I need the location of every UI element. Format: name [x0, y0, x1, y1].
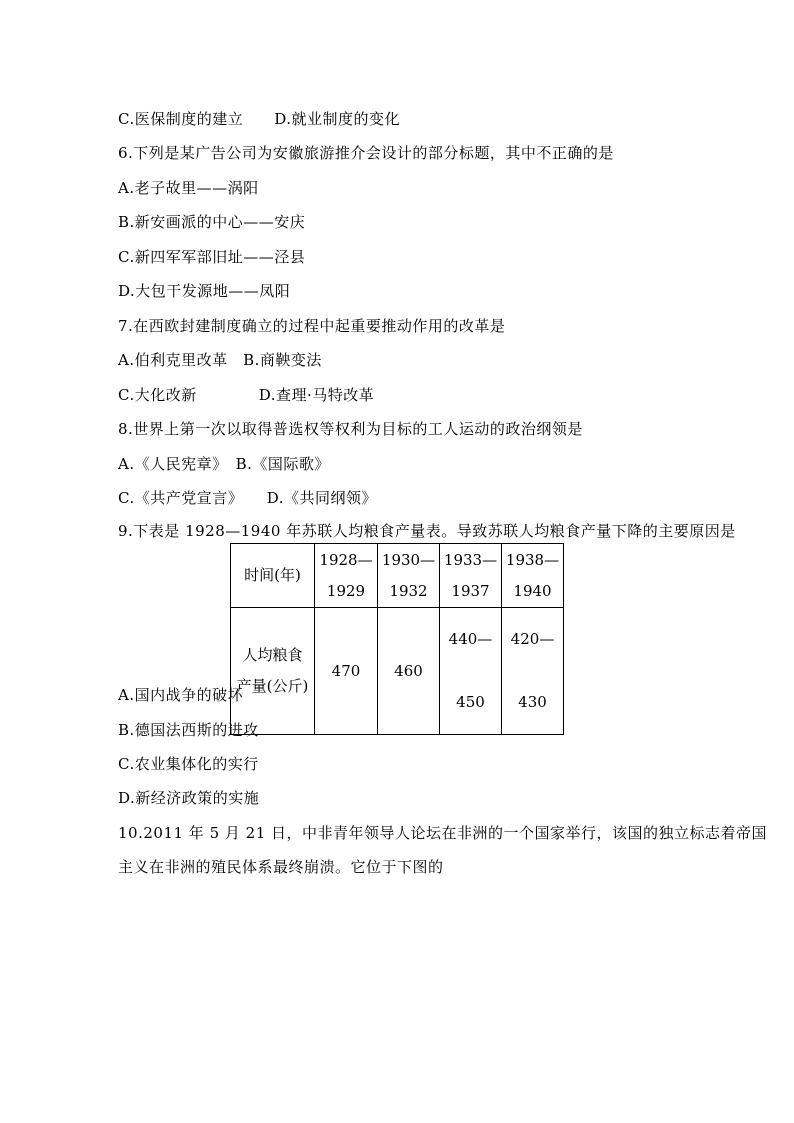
q5-options-c-d: C.医保制度的建立 D.就业制度的变化 [118, 110, 400, 128]
table-cell-value-2: 460 [378, 608, 440, 735]
q9-option-a: A.国内战争的破坏 [118, 686, 244, 704]
q6-option-a: A.老子故里——涡阳 [118, 179, 259, 197]
table-cell-period-1: 1928— 1929 [315, 544, 378, 608]
question-6: 6.下列是某广告公司为安徽旅游推介会设计的部分标题，其中不正确的是 [118, 144, 614, 162]
question-10-line-2: 主义在非洲的殖民体系最终崩溃。它位于下图的 [118, 858, 444, 876]
table-cell-period-2: 1930— 1932 [378, 544, 440, 608]
q9-option-c: C.农业集体化的实行 [118, 755, 259, 773]
table-cell-value-1: 470 [315, 608, 378, 735]
q6-option-b: B.新安画派的中心——安庆 [118, 213, 306, 231]
question-8: 8.世界上第一次以取得普选权等权利为目标的工人运动的政治纲领是 [118, 420, 583, 438]
q6-option-c: C.新四军军部旧址——泾县 [118, 248, 306, 266]
q8-options-a-b: A.《人民宪章》 B.《国际歌》 [118, 455, 330, 473]
table-cell-output-label: 人均粮食 产量(公斤) [231, 608, 315, 735]
table-cell-period-4: 1938— 1940 [502, 544, 564, 608]
question-9: 9.下表是 1928—1940 年苏联人均粮食产量表。导致苏联人均粮食产量下降的主要原因是 [118, 522, 736, 540]
q9-option-d: D.新经济政策的实施 [118, 789, 260, 807]
table-cell-value-4: 420—430 [502, 608, 564, 735]
q7-options-a-b: A.伯利克里改革 B.商鞅变法 [118, 351, 322, 369]
question-10-line-1: 10.2011 年 5 月 21 日，中非青年领导人论坛在非洲的一个国家举行，该国的独立标志着帝国 [118, 824, 768, 842]
q8-options-c-d: C.《共产党宣言》 D.《共同纲领》 [118, 489, 377, 507]
q7-options-c-d: C.大化改新 D.查理·马特改革 [118, 386, 375, 404]
table-cell-period-3: 1933— 1937 [440, 544, 502, 608]
q9-option-b: B.德国法西斯的进攻 [118, 721, 259, 739]
question-7: 7.在西欧封建制度确立的过程中起重要推动作用的改革是 [118, 317, 506, 335]
table-cell-value-3: 440—450 [440, 608, 502, 735]
q6-option-d: D.大包干发源地——凤阳 [118, 282, 291, 300]
table-cell-time-label: 时间(年) [231, 544, 315, 608]
grain-production-table [230, 543, 564, 735]
